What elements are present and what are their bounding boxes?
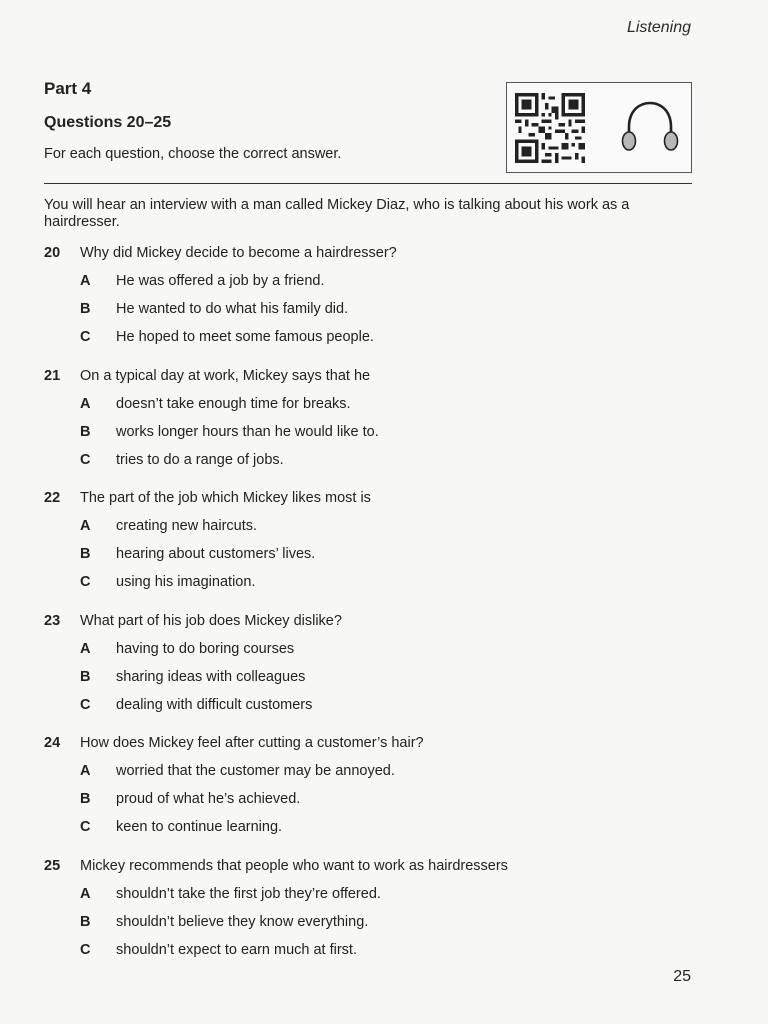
answer-option-a[interactable] xyxy=(44,639,684,659)
option-text: He was offered a job by a friend. xyxy=(116,273,325,289)
option-text: works longer hours than he would like to. xyxy=(116,424,379,440)
option-text: doesn’t take enough time for breaks. xyxy=(116,396,351,412)
question-text: What part of his job does Mickey dislike? xyxy=(80,613,342,629)
question-text: Mickey recommends that people who want to work as hairdressers xyxy=(80,858,508,874)
option-letter: A xyxy=(80,273,91,289)
question-number: 25 xyxy=(44,858,61,874)
question-20 xyxy=(44,243,684,347)
option-letter: B xyxy=(80,424,91,440)
answer-option-a[interactable] xyxy=(44,761,684,781)
option-text: shouldn’t take the first job they’re offered. xyxy=(116,886,381,902)
answer-option-b[interactable] xyxy=(44,667,684,687)
option-letter: A xyxy=(80,396,91,412)
answer-option-c[interactable] xyxy=(44,327,684,347)
intro-text: You will hear an interview with a man called Mickey Diaz, who is talking about his work as a hairdresser. xyxy=(44,197,630,230)
answer-option-b[interactable] xyxy=(44,422,684,442)
question-22 xyxy=(44,488,684,592)
question-number: 22 xyxy=(44,490,61,506)
question-stem xyxy=(44,243,684,263)
option-text: tries to do a range of jobs. xyxy=(116,452,284,468)
option-text: having to do boring courses xyxy=(116,641,295,657)
option-text: He wanted to do what his family did. xyxy=(116,301,349,317)
question-text: Why did Mickey decide to become a hairdresser? xyxy=(80,245,397,261)
question-number: 24 xyxy=(44,735,61,751)
option-letter: B xyxy=(80,546,91,562)
option-text: keen to continue learning. xyxy=(116,819,283,835)
option-letter: B xyxy=(80,669,91,685)
answer-option-b[interactable] xyxy=(44,299,684,319)
option-letter: B xyxy=(80,301,91,317)
instruction-text: For each question, choose the correct answer. xyxy=(44,146,342,162)
option-text: He hoped to meet some famous people. xyxy=(116,329,374,345)
option-text: dealing with difficult customers xyxy=(116,697,313,713)
answer-option-c[interactable] xyxy=(44,695,684,715)
option-letter: B xyxy=(80,791,91,807)
answer-option-a[interactable] xyxy=(44,516,684,536)
qr-code-icon[interactable] xyxy=(515,93,585,163)
question-number: 23 xyxy=(44,613,61,629)
option-letter: C xyxy=(80,452,91,468)
option-letter: A xyxy=(80,641,91,657)
option-text: shouldn’t expect to earn much at first. xyxy=(116,942,357,958)
option-text: proud of what he’s achieved. xyxy=(116,791,301,807)
answer-option-a[interactable] xyxy=(44,271,684,291)
question-23 xyxy=(44,611,684,715)
answer-option-a[interactable] xyxy=(44,884,684,904)
question-text: On a typical day at work, Mickey says that he xyxy=(80,368,371,384)
option-text: hearing about customers’ lives. xyxy=(116,546,316,562)
option-text: sharing ideas with colleagues xyxy=(116,669,306,685)
question-stem xyxy=(44,733,684,753)
question-25 xyxy=(44,856,684,960)
option-text: using his imagination. xyxy=(116,574,256,590)
answer-option-a[interactable] xyxy=(44,394,684,414)
answer-option-b[interactable] xyxy=(44,789,684,809)
answer-option-c[interactable] xyxy=(44,940,684,960)
answer-option-b[interactable] xyxy=(44,544,684,564)
answer-option-c[interactable] xyxy=(44,572,684,592)
question-stem xyxy=(44,856,684,876)
page-number: 25 xyxy=(673,968,691,985)
option-letter: A xyxy=(80,886,91,902)
questions-range-title: Questions 20–25 xyxy=(44,114,172,131)
answer-option-b[interactable] xyxy=(44,912,684,932)
answer-option-c[interactable] xyxy=(44,450,684,470)
question-stem xyxy=(44,611,684,631)
question-24 xyxy=(44,733,684,837)
option-letter: C xyxy=(80,329,91,345)
option-letter: C xyxy=(80,819,91,835)
question-stem xyxy=(44,488,684,508)
question-stem xyxy=(44,366,684,386)
question-text: The part of the job which Mickey likes most is xyxy=(80,490,371,506)
question-number: 20 xyxy=(44,245,61,261)
question-21 xyxy=(44,366,684,470)
option-letter: B xyxy=(80,914,91,930)
answer-option-c[interactable] xyxy=(44,817,684,837)
section-divider xyxy=(44,183,692,184)
question-text: How does Mickey feel after cutting a customer’s hair? xyxy=(80,735,424,751)
option-letter: A xyxy=(80,518,91,534)
option-letter: C xyxy=(80,697,91,713)
section-header: Listening xyxy=(626,19,691,36)
audio-media-box xyxy=(506,82,692,173)
headphones-icon xyxy=(619,97,681,159)
option-text: shouldn’t believe they know everything. xyxy=(116,914,369,930)
option-letter: A xyxy=(80,763,91,779)
option-text: creating new haircuts. xyxy=(116,518,258,534)
option-text: worried that the customer may be annoyed. xyxy=(116,763,395,779)
option-letter: C xyxy=(80,574,91,590)
part-title: Part 4 xyxy=(44,79,92,98)
question-number: 21 xyxy=(44,368,61,384)
option-letter: C xyxy=(80,942,91,958)
